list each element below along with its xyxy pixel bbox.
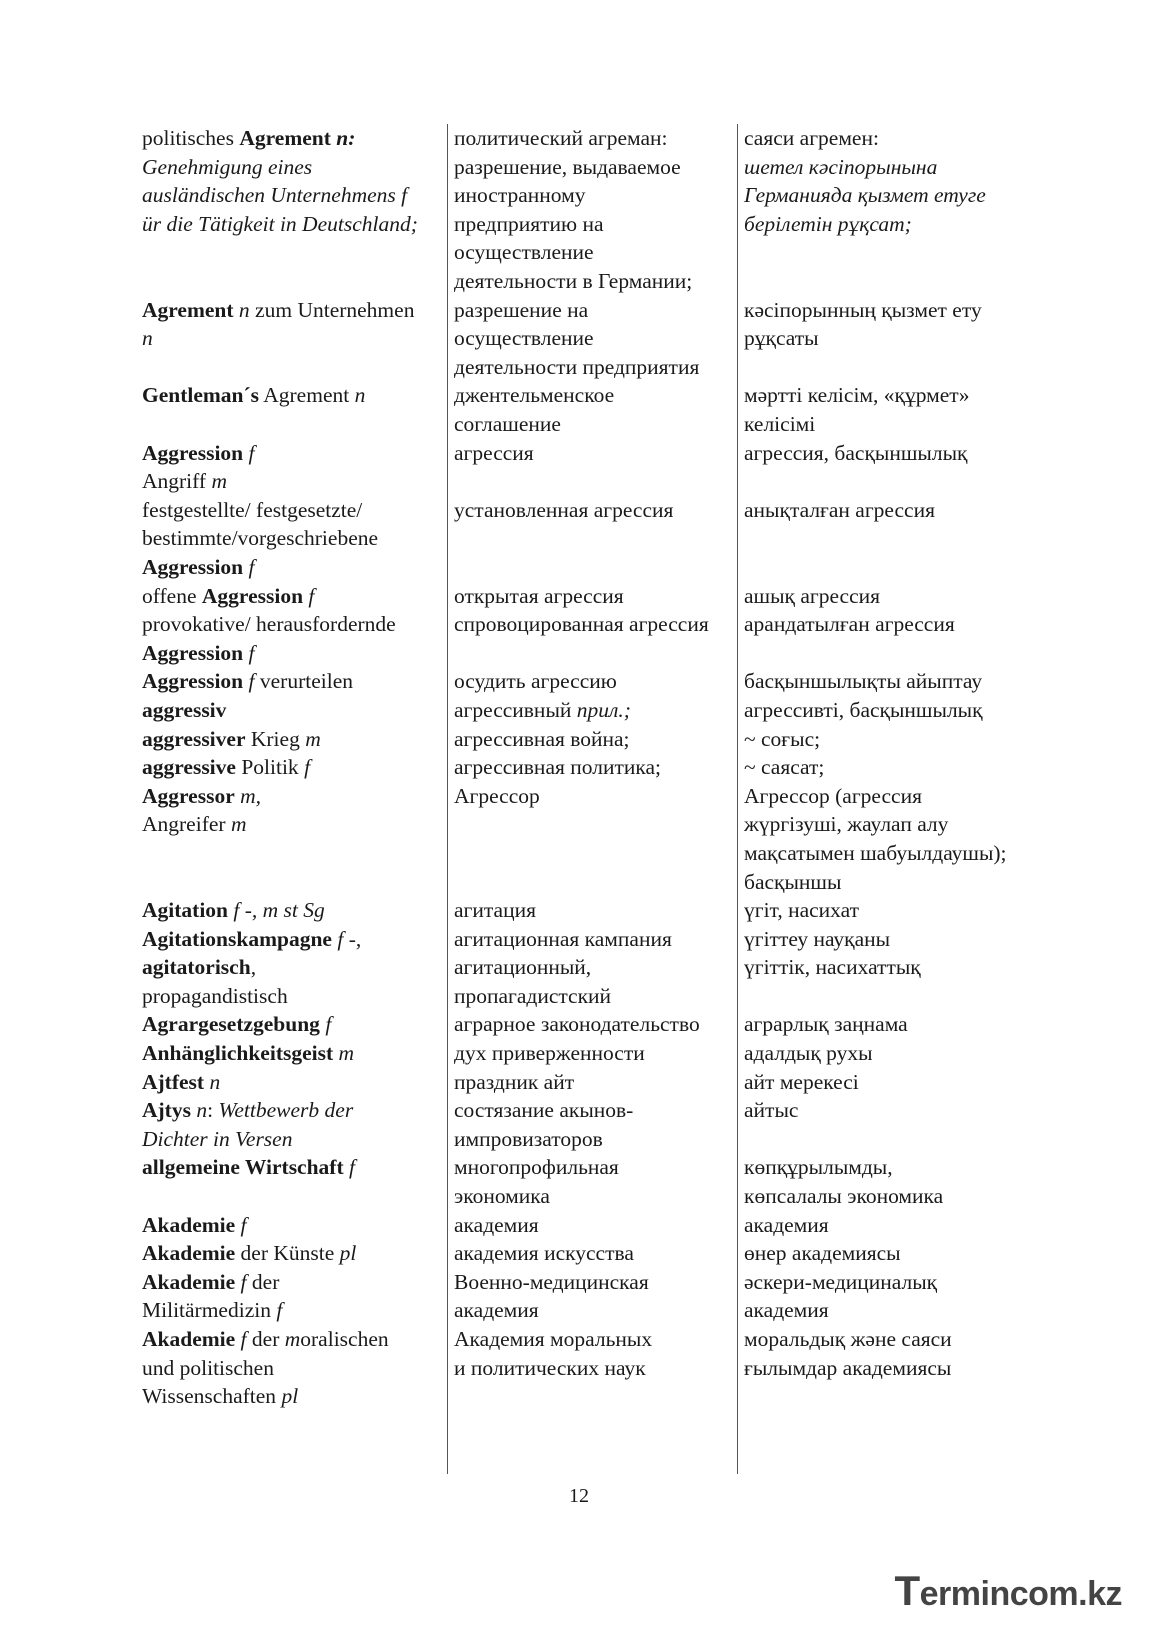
- term-kazakh: [744, 439, 1044, 468]
- dictionary-row: [140, 667, 1040, 696]
- term-russian: [454, 925, 734, 954]
- term-german-part: Ajtfest: [142, 1069, 205, 1094]
- term-russian-text: осудить агрессию: [454, 669, 617, 694]
- term-german: [142, 925, 442, 954]
- dictionary-row: [140, 753, 1040, 782]
- term-german-part: m: [284, 1327, 301, 1352]
- dictionary-rows: [140, 124, 1040, 1411]
- term-german-part: Aggression: [142, 440, 244, 465]
- term-russian: [454, 610, 734, 639]
- term-german-part: n: [142, 326, 153, 351]
- term-kazakh-part: айтыс: [744, 1098, 799, 1123]
- term-kazakh-part: академия: [744, 1212, 829, 1237]
- term-german-part: m: [305, 726, 321, 751]
- term-german-part: Akademie: [142, 1327, 236, 1352]
- dictionary-row: [140, 1325, 1040, 1411]
- term-german: [142, 1268, 442, 1325]
- term-russian: [454, 296, 734, 382]
- term-russian-grammar-note: прил.;: [576, 697, 631, 722]
- term-german-part: f: [349, 1155, 355, 1180]
- term-german: [142, 696, 442, 725]
- term-kazakh-part: ашық агрессия: [744, 583, 881, 608]
- term-german-part: der: [246, 1327, 285, 1352]
- term-german-part: aggressive: [142, 755, 236, 780]
- term-russian-text: академия искусства: [454, 1241, 634, 1266]
- term-russian-text: спровоцированная агрессия: [454, 612, 709, 637]
- term-russian-text: агрессивная война;: [454, 726, 630, 751]
- dictionary-row: [140, 1096, 1040, 1153]
- page-number: 12: [569, 1485, 589, 1507]
- term-german-part: pl: [339, 1241, 357, 1266]
- term-kazakh-part: үгіт, насихат: [744, 898, 860, 923]
- term-kazakh-part: адалдық рухы: [744, 1041, 873, 1066]
- term-russian-text: агрессивная политика;: [454, 755, 661, 780]
- term-german-part: f: [325, 1012, 332, 1037]
- term-kazakh: [744, 582, 1044, 611]
- term-russian: [454, 953, 734, 1010]
- dictionary-row: [140, 582, 1040, 611]
- term-german: [142, 496, 442, 582]
- term-german-part: m: [211, 469, 227, 494]
- watermark-lead-letter: T: [894, 1567, 920, 1614]
- term-german-part: n: [238, 297, 250, 322]
- term-german-part: f: [337, 926, 344, 951]
- term-kazakh-part: арандатылған агрессия: [744, 612, 955, 637]
- term-russian-text: дух приверженности: [454, 1041, 645, 1066]
- term-german: [142, 296, 442, 353]
- term-german: [142, 1211, 442, 1240]
- term-russian: [454, 582, 734, 611]
- term-kazakh-part: үгіттік, насихаттық: [744, 955, 921, 980]
- term-german-part: -,: [343, 926, 362, 951]
- term-german-part: allgemeine Wirtschaft: [142, 1155, 344, 1180]
- term-german-part: n: [196, 1098, 208, 1123]
- term-russian: [454, 782, 734, 811]
- dictionary-row: [140, 1239, 1040, 1268]
- term-russian-text: агрессия: [454, 440, 534, 465]
- dictionary-row: [140, 1268, 1040, 1325]
- term-kazakh-part: үгіттеу науқаны: [744, 926, 891, 951]
- term-german-part: Aggressor: [142, 783, 235, 808]
- term-german: [142, 439, 442, 496]
- term-kazakh-part: агрессивті, басқыншылық: [744, 697, 983, 722]
- term-german: [142, 1153, 442, 1182]
- dictionary-row: [140, 782, 1040, 896]
- term-german-part: n: [354, 383, 366, 408]
- term-russian: [454, 1239, 734, 1268]
- term-german: [142, 1096, 442, 1153]
- term-kazakh-part: шетел кәсіпорынына Германияда қызмет етуге берілетін рұқсат;: [744, 154, 986, 236]
- term-german-part: f: [240, 1327, 247, 1352]
- term-russian: [454, 124, 734, 296]
- term-kazakh-part: кәсіпорынның қызмет ету рұқсаты: [744, 297, 982, 351]
- term-german: [142, 610, 442, 667]
- term-kazakh-part: әскери-медициналық академия: [744, 1269, 938, 1323]
- term-kazakh-part: ~ саясат;: [744, 755, 825, 780]
- term-german-part: Akademie: [142, 1269, 236, 1294]
- term-german-part: f -, m st Sg: [233, 898, 325, 923]
- term-german-part: Agrement: [259, 383, 355, 408]
- term-german: [142, 1010, 442, 1039]
- term-german-part: f: [240, 1269, 247, 1294]
- term-russian-text: джентельменское соглашение: [454, 383, 615, 436]
- term-german-part: f: [248, 640, 255, 665]
- term-german: [142, 1039, 442, 1068]
- term-kazakh: [744, 296, 1044, 353]
- site-watermark-logo: [894, 1567, 1122, 1615]
- term-kazakh-part: Агрессор (агрессия жүргізуші, жаулап алу мақсатымен шабуылдаушы); басқыншы: [744, 783, 1007, 894]
- term-german-part: festgestellte/ festgesetzte/ bestimmte/vorgeschriebene: [142, 497, 379, 551]
- term-german-part: f: [276, 1298, 283, 1323]
- term-kazakh: [744, 696, 1044, 725]
- term-german: [142, 953, 442, 1010]
- term-russian: [454, 439, 734, 468]
- term-kazakh-part: саяси агремен:: [744, 126, 879, 150]
- term-kazakh: [744, 1211, 1044, 1240]
- term-kazakh-part: анықталған агрессия: [744, 497, 935, 522]
- term-russian-text: политический агреман: разрешение, выдаваемое иностранному предприятию на осуществление деятельности в Германии;: [454, 126, 693, 293]
- term-german: [142, 725, 442, 754]
- term-russian: [454, 753, 734, 782]
- term-german-part: Akademie: [142, 1241, 236, 1266]
- term-german: [142, 1239, 442, 1268]
- term-german-part: f: [304, 755, 311, 780]
- term-german-part: m,: [240, 783, 262, 808]
- term-kazakh-part: аграрлық заңнама: [744, 1012, 908, 1037]
- term-german-part: f: [248, 554, 255, 579]
- term-kazakh: [744, 725, 1044, 754]
- term-german-part: Angreifer: [142, 812, 226, 837]
- term-german-part: provokative/ herausfordernde: [142, 612, 396, 637]
- term-kazakh-part: моральдық және саяси ғылымдар академиясы: [744, 1327, 952, 1380]
- term-german-part: :: [207, 1098, 219, 1123]
- term-german-part: , propagandistisch: [142, 955, 288, 1008]
- term-russian-text: агитационная кампания: [454, 926, 672, 951]
- term-german-part: Angriff: [142, 469, 207, 494]
- term-kazakh: [744, 925, 1044, 954]
- term-kazakh: [744, 1153, 1044, 1210]
- term-russian-text: агрессивный: [454, 697, 577, 722]
- term-german-part: Gentleman´s: [142, 383, 260, 408]
- dictionary-row: [140, 381, 1040, 438]
- term-german-part: Aggression: [142, 640, 244, 665]
- term-russian-text: академия: [454, 1212, 539, 1237]
- term-kazakh: [744, 1239, 1044, 1268]
- term-german-part: Agrement: [239, 126, 331, 150]
- term-german-part: aggressiv: [142, 697, 227, 722]
- term-german-part: f: [248, 440, 255, 465]
- term-russian: [454, 1268, 734, 1325]
- term-russian: [454, 1211, 734, 1240]
- term-german-part: n: [209, 1069, 221, 1094]
- dictionary-row: [140, 1010, 1040, 1039]
- term-kazakh-part: өнер академиясы: [744, 1241, 901, 1266]
- dictionary-row: [140, 896, 1040, 925]
- term-kazakh-part: көпқұрылымды, көпсалалы экономика: [744, 1155, 944, 1209]
- dictionary-row: [140, 1211, 1040, 1240]
- term-german-part: der Künste: [235, 1241, 340, 1266]
- term-russian: [454, 496, 734, 525]
- term-russian-text: Агрессор: [454, 783, 540, 808]
- term-kazakh: [744, 753, 1044, 782]
- term-russian: [454, 1068, 734, 1097]
- term-german-part: pl: [281, 1384, 299, 1409]
- term-russian-text: Академия моральных и политических наук: [454, 1327, 653, 1380]
- dictionary-row: [140, 296, 1040, 382]
- term-german-part: m: [338, 1041, 355, 1066]
- term-kazakh: [744, 1268, 1044, 1325]
- dictionary-row: [140, 725, 1040, 754]
- term-german-part: Agrargesetzgebung: [142, 1012, 320, 1037]
- term-german-part: m: [230, 812, 247, 837]
- term-german: [142, 782, 442, 839]
- dictionary-row: [140, 1068, 1040, 1097]
- term-kazakh-part: мәртті келісім, «құрмет» келісімі: [744, 383, 970, 436]
- term-russian: [454, 381, 734, 438]
- term-russian-text: аграрное законодательство: [454, 1012, 700, 1037]
- term-kazakh-part: ~ соғыс;: [744, 726, 821, 751]
- term-russian-text: разрешение на осуществление деятельности предприятия: [454, 297, 700, 379]
- term-russian-text: многопрофильная экономика: [454, 1155, 619, 1209]
- term-german-part: aggressiver: [142, 726, 246, 751]
- term-kazakh: [744, 667, 1044, 696]
- term-german-part: Politik: [235, 755, 305, 780]
- term-russian: [454, 1039, 734, 1068]
- term-german-part: Ajtys: [142, 1098, 191, 1123]
- dictionary-row: [140, 124, 1040, 296]
- term-german-part: oralischen und politischen Wissenschaften: [142, 1327, 389, 1409]
- term-kazakh: [744, 381, 1044, 438]
- term-german-part: agitatorisch: [142, 955, 251, 980]
- term-kazakh-part: басқыншылықты айыптау: [744, 669, 983, 694]
- term-russian: [454, 725, 734, 754]
- term-kazakh: [744, 496, 1044, 525]
- term-russian-text: агитация: [454, 898, 536, 923]
- term-german-part: der Militärmedizin: [142, 1269, 280, 1323]
- term-german-part: Akademie: [142, 1212, 236, 1237]
- term-german: [142, 1068, 442, 1097]
- term-russian: [454, 1010, 734, 1039]
- term-kazakh: [744, 1096, 1044, 1125]
- term-russian-text: установленная агрессия: [454, 497, 674, 522]
- term-german-part: n:: [336, 126, 356, 150]
- term-russian-text: агитационный, пропагадистский: [454, 955, 612, 1008]
- term-german-part: Genehmigung eines ausländischen Unternehmens f ür die Tätigkeit in Deutschland;: [142, 154, 418, 236]
- term-german-part: Anhänglichkeitsgeist: [142, 1041, 334, 1066]
- term-german-part: Agitation: [142, 898, 228, 923]
- term-german-part: Aggression: [201, 583, 304, 608]
- term-russian: [454, 1096, 734, 1153]
- term-kazakh: [744, 782, 1044, 896]
- term-german-part: offene: [142, 583, 202, 608]
- term-kazakh: [744, 1325, 1044, 1382]
- term-kazakh: [744, 124, 1044, 238]
- term-german-part: politisches: [142, 126, 240, 150]
- dictionary-row: [140, 953, 1040, 1010]
- term-russian: [454, 696, 734, 725]
- dictionary-row: [140, 1153, 1040, 1210]
- term-german-part: Agitationskampagne: [142, 926, 332, 951]
- term-kazakh-part: агрессия, басқыншылық: [744, 440, 968, 465]
- term-kazakh: [744, 610, 1044, 639]
- term-german-part: Aggression: [142, 669, 244, 694]
- term-german: [142, 896, 442, 925]
- term-german-part: f: [240, 1212, 247, 1237]
- dictionary-row: [140, 925, 1040, 954]
- watermark-text: ermincom.kz: [919, 1575, 1122, 1613]
- term-kazakh-part: айт мерекесі: [744, 1069, 859, 1094]
- term-german: [142, 667, 442, 696]
- term-kazakh: [744, 896, 1044, 925]
- term-russian: [454, 1153, 734, 1210]
- dictionary-row: [140, 1039, 1040, 1068]
- term-german-part: Krieg: [245, 726, 306, 751]
- dictionary-row: [140, 496, 1040, 582]
- term-german-part: zum Unternehmen: [255, 297, 415, 322]
- term-german-part: f: [248, 669, 255, 694]
- dictionary-row: [140, 696, 1040, 725]
- term-german: [142, 582, 442, 611]
- term-russian: [454, 1325, 734, 1382]
- term-russian-text: Военно-медицинская академия: [454, 1269, 649, 1323]
- term-russian-text: праздник айт: [454, 1069, 575, 1094]
- term-german: [142, 124, 442, 238]
- term-kazakh: [744, 1010, 1044, 1039]
- term-russian: [454, 896, 734, 925]
- term-german: [142, 381, 442, 410]
- term-german: [142, 753, 442, 782]
- term-german-part: f: [308, 583, 315, 608]
- term-russian-text: открытая агрессия: [454, 583, 624, 608]
- term-kazakh: [744, 1068, 1044, 1097]
- term-german-part: verurteilen: [254, 669, 353, 694]
- term-german-part: Agrement: [142, 297, 234, 322]
- term-german-part: Wettbewerb der Dichter in Versen: [142, 1098, 354, 1151]
- term-kazakh: [744, 953, 1044, 982]
- term-russian-text: состязание акынов- импровизаторов: [454, 1098, 634, 1151]
- term-german: [142, 1325, 442, 1411]
- dictionary-row: [140, 439, 1040, 496]
- dictionary-table: [140, 124, 1040, 1474]
- dictionary-row: [140, 610, 1040, 667]
- term-russian: [454, 667, 734, 696]
- term-german-part: Aggression: [142, 554, 244, 579]
- term-kazakh: [744, 1039, 1044, 1068]
